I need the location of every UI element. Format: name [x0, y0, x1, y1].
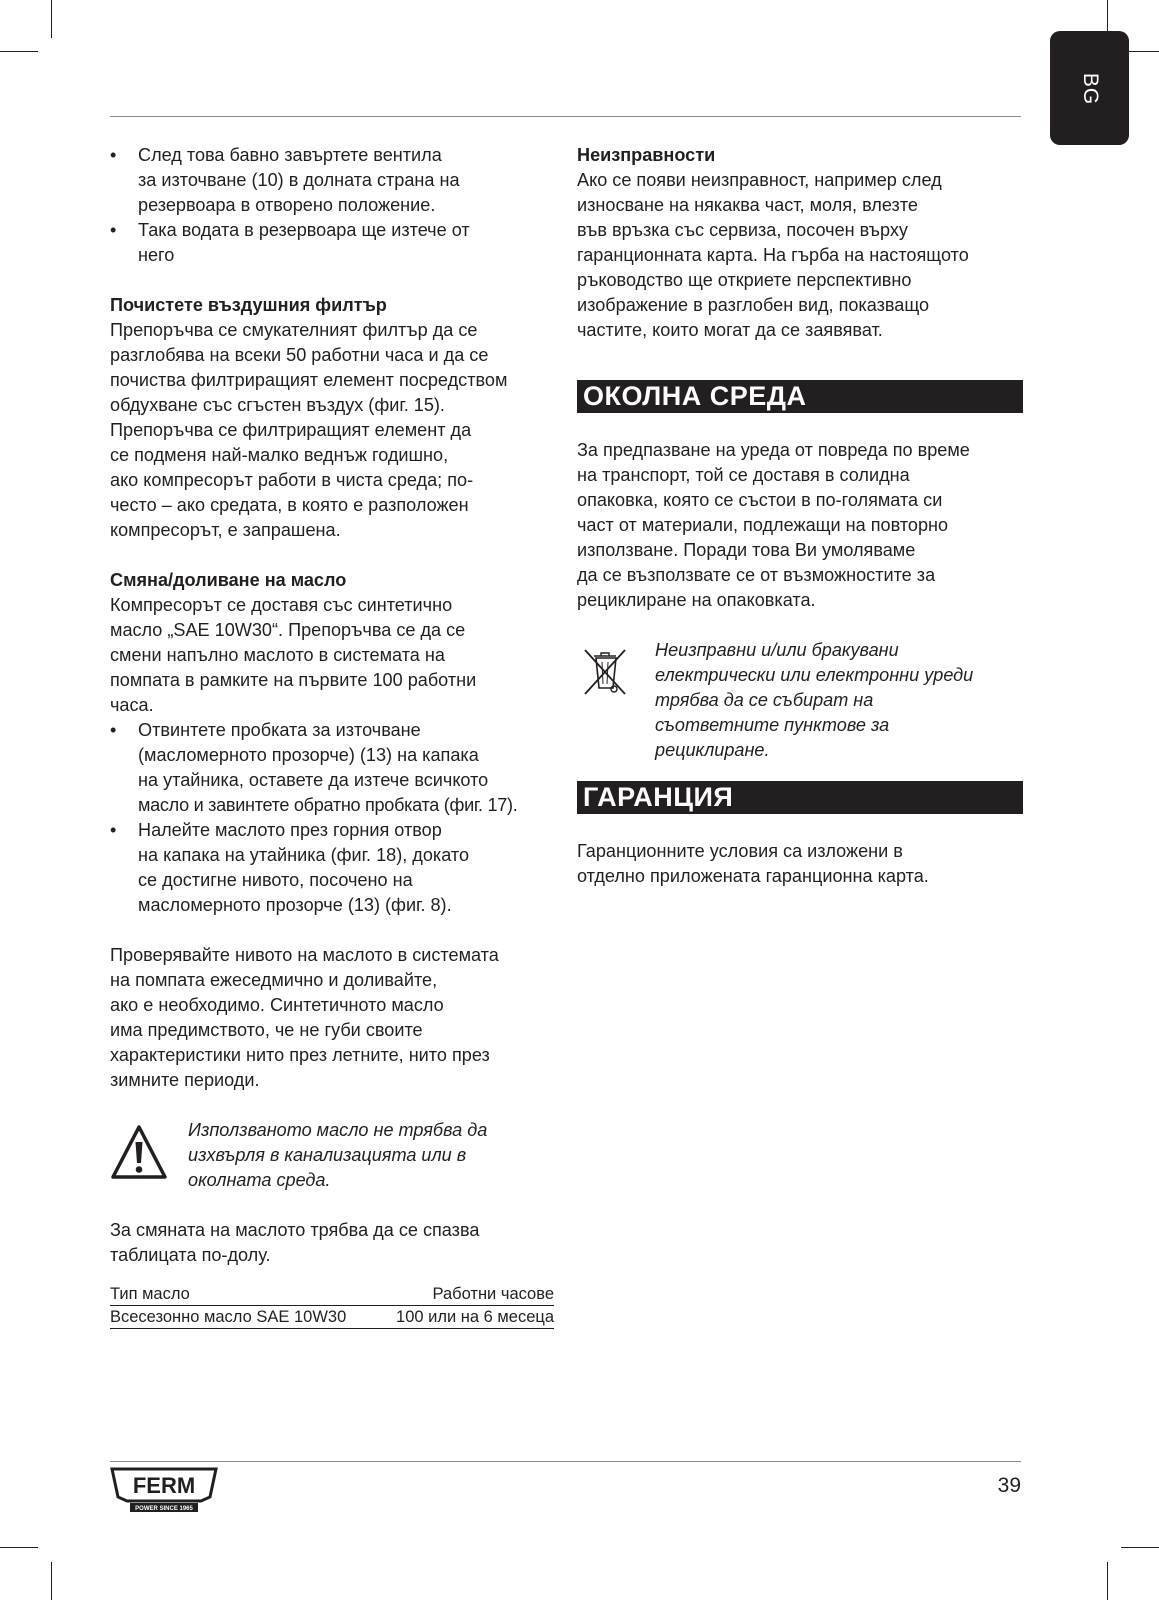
- warning-note: [110, 1118, 560, 1193]
- header-rule: [110, 116, 1021, 117]
- paragraph: [110, 943, 560, 1093]
- crossed-out-wheelie-bin-icon: [577, 642, 633, 698]
- left-column: [110, 143, 560, 1329]
- text-line: За смяната на маслото трябва да се спазва: [110, 1220, 480, 1240]
- footer-rule: [110, 1461, 1021, 1462]
- table-header-row: [110, 1283, 554, 1306]
- text-line: съответните пунктове за: [655, 715, 890, 735]
- text-line: него: [138, 245, 175, 265]
- text-line: изхвърля в канализацията или в: [188, 1145, 467, 1165]
- text-line: Компресорът се доставя със синтетично: [110, 595, 453, 615]
- text-line: Гаранционните условия са изложени в: [577, 841, 903, 861]
- list-item: • Налейте маслото през горния отвор на капака на утайника (фиг. 18), докато се достигне нивото, посочено на масломерното прозорче (13) (фиг. 8).: [110, 818, 560, 918]
- text-line: ръководство ще откриете перспективно: [577, 270, 912, 290]
- text-line: ако е необходимо. Синтетичното масло: [110, 995, 444, 1015]
- language-tab-label: BG: [1079, 72, 1102, 106]
- text-line: Препоръчва се филтриращият елемент да: [110, 420, 472, 440]
- text-line: често – ако средата, в която е разположен: [110, 495, 469, 515]
- warranty-heading: ГАРАНЦИЯ: [577, 781, 1023, 814]
- text-line: рециклиране на опаковката.: [577, 590, 816, 610]
- svg-text:POWER SINCE 1965: POWER SINCE 1965: [135, 1506, 193, 1512]
- text-line: компресорът, е запрашена.: [110, 520, 341, 540]
- text-line: електрически или електронни уреди: [655, 665, 974, 685]
- text-line: След това бавно завъртете вентила: [138, 145, 442, 165]
- crop-mark: [51, 0, 52, 38]
- text-line: на транспорт, той се доставя в солидна: [577, 465, 910, 485]
- text-line: ако компресорът работи в чиста среда; по-: [110, 470, 474, 490]
- oil-table: [110, 1283, 554, 1329]
- text-line: резервоара в отворено положение.: [138, 195, 436, 215]
- text-line: За предпазване на уреда от повреда по време: [577, 440, 970, 460]
- list-item: • След това бавно завъртете вентила за източване (10) в долната страна на резервоара в отворено положение.: [110, 143, 560, 218]
- text-line: зимните периоди.: [110, 1070, 260, 1090]
- text-line: за източване (10) в долната страна на: [138, 170, 460, 190]
- paragraph: [110, 318, 560, 543]
- section-heading: Смяна/доливане на масло: [110, 570, 347, 590]
- crop-mark: [0, 51, 38, 52]
- text-line: часа.: [110, 695, 154, 715]
- warning-triangle-icon: [110, 1124, 168, 1180]
- text-line: гаранционната карта. На гърба на настоящото: [577, 245, 969, 265]
- page-number: 39: [997, 1474, 1021, 1497]
- environment-heading: ОКОЛНА СРЕДА: [577, 380, 1023, 413]
- text-line: Налейте маслото през горния отвор: [138, 820, 442, 840]
- text-line: трябва да се събират на: [655, 690, 874, 710]
- list-item: • Отвинтете пробката за източване (масломерното прозорче) (13) на капака на утайника, оставете да изтече всичкото масло и завинтете обратно пробката (фиг. 17).: [110, 718, 560, 818]
- text-line: се подменя най-малко веднъж годишно,: [110, 445, 449, 465]
- text-line: таблицата по-долу.: [110, 1245, 271, 1265]
- paragraph: [110, 1218, 560, 1268]
- list-item: • Така водата в резервоара ще изтече от него: [110, 218, 560, 268]
- crop-mark: [1121, 1547, 1159, 1548]
- text-line: помпата в рамките на първите 100 работни: [110, 670, 477, 690]
- text-line: масло „SAE 10W30“. Препоръчва се да се: [110, 620, 466, 640]
- language-tab: [1050, 31, 1129, 145]
- text-line: Използваното масло не трябва да: [188, 1120, 488, 1140]
- text-line: Ако се появи неизправност, например след: [577, 170, 942, 190]
- text-line: почиства филтриращият елемент посредством: [110, 370, 508, 390]
- crop-mark: [51, 1562, 52, 1600]
- text-line: околната среда.: [188, 1170, 331, 1190]
- text-line: има предимството, че не губи своите: [110, 1020, 423, 1040]
- text-line: износване на някаква част, моля, влезте: [577, 195, 918, 215]
- text-line: на утайника, оставете да изтече всичкото: [138, 770, 489, 790]
- text-line: опаковка, която се състои в по-голямата си: [577, 490, 943, 510]
- text-line: рециклиране.: [655, 740, 770, 760]
- text-line: във връзка със сервиза, посочен върху: [577, 220, 908, 240]
- text-line: Проверявайте нивото на маслото в системата: [110, 945, 499, 965]
- text-line: Препоръчва се смукателният филтър да се: [110, 320, 478, 340]
- table-cell: 100 или на 6 месеца: [396, 1308, 554, 1326]
- right-column: [577, 143, 1023, 889]
- text-line: частите, които могат да се заявяват.: [577, 320, 883, 340]
- text-line: изображение в разглобен вид, показващо: [577, 295, 930, 315]
- text-line: масло и завинтете обратно пробката (фиг. 17).: [138, 795, 518, 815]
- text-line: Отвинтете пробката за източване: [138, 720, 421, 740]
- text-line: (масломерното прозорче) (13) на капака: [138, 745, 479, 765]
- paragraph: [577, 839, 1023, 889]
- paragraph: [577, 438, 1023, 613]
- text-line: Неизправни и/или бракувани: [655, 640, 899, 660]
- text-line: част от материали, подлежащи на повторно: [577, 515, 949, 535]
- text-line: обдухване със сгъстен въздух (фиг. 15).: [110, 395, 445, 415]
- text-line: Така водата в резервоара ще изтече от: [138, 220, 470, 240]
- text-line: да се възползвате се от възможностите за: [577, 565, 936, 585]
- text-line: на капака на утайника (фиг. 18), докато: [138, 845, 470, 865]
- table-header-cell: Тип масло: [110, 1285, 190, 1303]
- text-line: на помпата ежеседмично и доливайте,: [110, 970, 438, 990]
- paragraph: [110, 593, 560, 718]
- weee-note: [577, 638, 1023, 763]
- table-row: [110, 1306, 554, 1329]
- text-line: се достигне нивото, посочено на: [138, 870, 413, 890]
- text-line: разглобява на всеки 50 работни часа и да се: [110, 345, 489, 365]
- text-line: смени напълно маслото в системата на: [110, 645, 445, 665]
- paragraph: [577, 168, 1023, 343]
- text-line: отделно приложената гаранционна карта.: [577, 866, 929, 886]
- crop-mark: [0, 1547, 38, 1548]
- ferm-logo: [110, 1467, 218, 1515]
- table-header-cell: Работни часове: [432, 1285, 554, 1303]
- text-line: масломерното прозорче (13) (фиг. 8).: [138, 895, 452, 915]
- svg-text:FERM: FERM: [132, 1473, 196, 1498]
- crop-mark: [1107, 1562, 1108, 1600]
- table-cell: Всесезонно масло SAE 10W30: [110, 1308, 347, 1326]
- text-line: характеристики нито през летните, нито през: [110, 1045, 490, 1065]
- text-line: използване. Поради това Ви умоляваме: [577, 540, 916, 560]
- section-heading: Почистете въздушния филтър: [110, 295, 387, 315]
- section-heading: Неизправности: [577, 145, 716, 165]
